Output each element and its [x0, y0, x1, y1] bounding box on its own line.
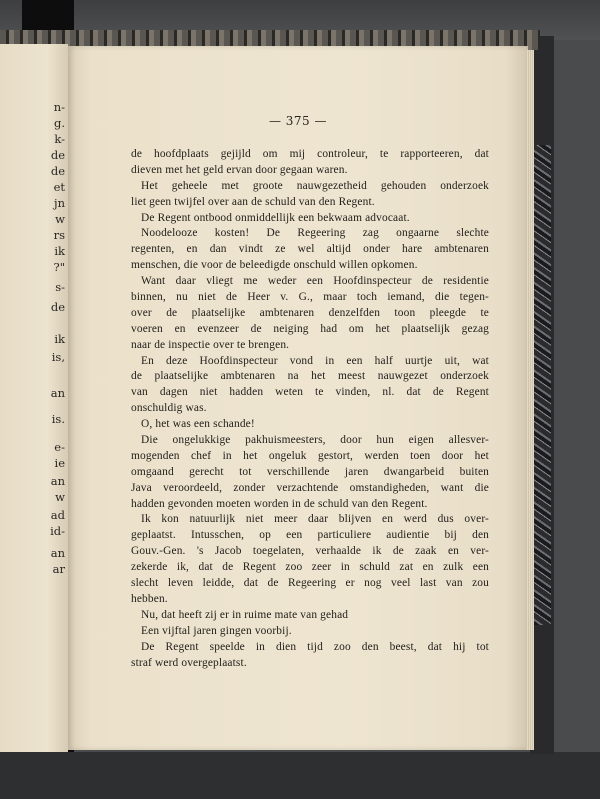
left-margin-fragment: ik [54, 332, 65, 346]
left-margin-fragment: ie [54, 456, 65, 470]
text-line: naar de inspectie over te brengen. [131, 338, 290, 351]
page-edges [526, 50, 534, 750]
marbled-cover [533, 145, 551, 625]
left-margin-fragment: g. [53, 116, 65, 130]
text-line: hebben. [131, 592, 168, 605]
left-margin-fragment: et [53, 180, 65, 194]
text-line: De Regent speelde in dien tijd zoo den beest, dat hij tot [141, 640, 489, 653]
text-line: regenten, en dan vindt ze wel altijd onder hare ambtenaren [131, 243, 489, 256]
text-line: straf werd overgeplaatst. [131, 656, 247, 669]
background-bottom [0, 752, 600, 799]
left-margin-fragment: jn [54, 196, 65, 210]
text-line: Ik kon natuurlijk niet meer daar blijven en werd dus over- [141, 513, 489, 526]
text-line: dieven met het geld ervan door gegaan waren. [131, 163, 348, 176]
text-line: de hoofdplaats gejijld om mij controleur, te rapporteeren, dat [131, 148, 489, 160]
text-line: Want daar vliegt me weder een Hoofdinspecteur de residentie [141, 275, 489, 288]
left-margin-fragment: an [50, 386, 65, 400]
text-line: voeren en evenzeer de neiging had om het plaatselijk gezag [131, 322, 489, 335]
body-text [131, 147, 489, 671]
text-line: Gouv.-Gen. 's Jacob toegelaten, verhaalde ik de zaak en ver- [131, 545, 489, 558]
text-line: slecht leven leidde, dat de Regeering er nog veel last van zou [131, 577, 489, 590]
text-line: geplaatst. Intusschen, op een particuliere audientie bij den [131, 529, 489, 542]
left-margin-fragment: s- [55, 280, 65, 294]
text-line: Het geheele met groote nauwgezetheid gehouden onderzoek [141, 179, 489, 192]
left-margin-fragment: de [50, 300, 65, 314]
text-line: van dagen niet hadden weten te vinden, nl. dat de Regent [131, 386, 489, 399]
left-margin-fragment: de [50, 164, 65, 178]
left-page [0, 44, 68, 752]
text-line: De Regent ontbood onmiddellijk een bekwaam advocaat. [141, 211, 410, 224]
right-page [68, 46, 528, 750]
left-margin-fragment: n- [53, 100, 65, 114]
text-line: menschen, die voor de beleedigde onschuld willen opkomen. [131, 259, 418, 272]
text-line: Nu, dat heeft zij er in ruime mate van gehad [141, 608, 349, 621]
left-margin-fragment: ar [52, 562, 65, 576]
text-line: En deze Hoofdinspecteur vond in een half uurtje uit, wat [141, 354, 489, 367]
text-line: Java veroordeeld, zonder verzachtende omstandigheden, want die [131, 481, 489, 494]
text-line: zekerde ik, dat de Regent zoo zeer in schuld zat en zulk een [131, 561, 489, 574]
left-margin-fragment: ad [50, 508, 65, 522]
text-line: onschuldig was. [131, 402, 207, 415]
text-line: de plaatselijke ambtenaren na het meest nauwgezet onderzoek [131, 370, 489, 383]
left-margin-fragment: w [55, 212, 65, 226]
left-margin-fragment: is. [51, 412, 65, 426]
text-line: O, het was een schande! [141, 418, 255, 431]
text-line: Die ongelukkige pakhuismeesters, door hun eigen allesver- [141, 434, 489, 447]
left-margin-fragment: de [50, 148, 65, 162]
text-line: Noodelooze kosten! De Regeering zag ongaarne slechte [141, 227, 489, 240]
left-margin-fragment: e- [54, 440, 65, 454]
text-line: liet geen twijfel over aan de schuld van den Regent. [131, 195, 375, 208]
left-margin-fragment: rs [53, 228, 65, 242]
text-line: hadden gevonden moeten worden in de schuld van den Regent. [131, 497, 428, 510]
left-margin-fragment: ?" [53, 260, 65, 274]
left-margin-fragment: is, [51, 350, 65, 364]
text-line: omgaand gerecht tot verschillende jaren dwangarbeid buiten [131, 465, 489, 478]
left-margin-fragment: id- [50, 524, 65, 538]
page-number: — 375 — [268, 114, 328, 128]
left-margin-fragment: w [55, 490, 65, 504]
left-margin-fragment: an [50, 546, 65, 560]
text-line: Een vijftal jaren gingen voorbij. [141, 624, 292, 637]
text-line: binnen, nu niet de Heer v. G., maar toch iemand, die tegen- [131, 291, 489, 304]
left-margin-fragment: ik [54, 244, 65, 258]
text-line: mogenden chef in het ongeluk gestort, werden toen door het [131, 449, 489, 462]
text-line: over de plaatselijke ambtenaren denzelfden toon pleegde te [131, 306, 489, 319]
left-margin-fragment: an [50, 474, 65, 488]
left-margin-fragment: k- [54, 132, 65, 146]
